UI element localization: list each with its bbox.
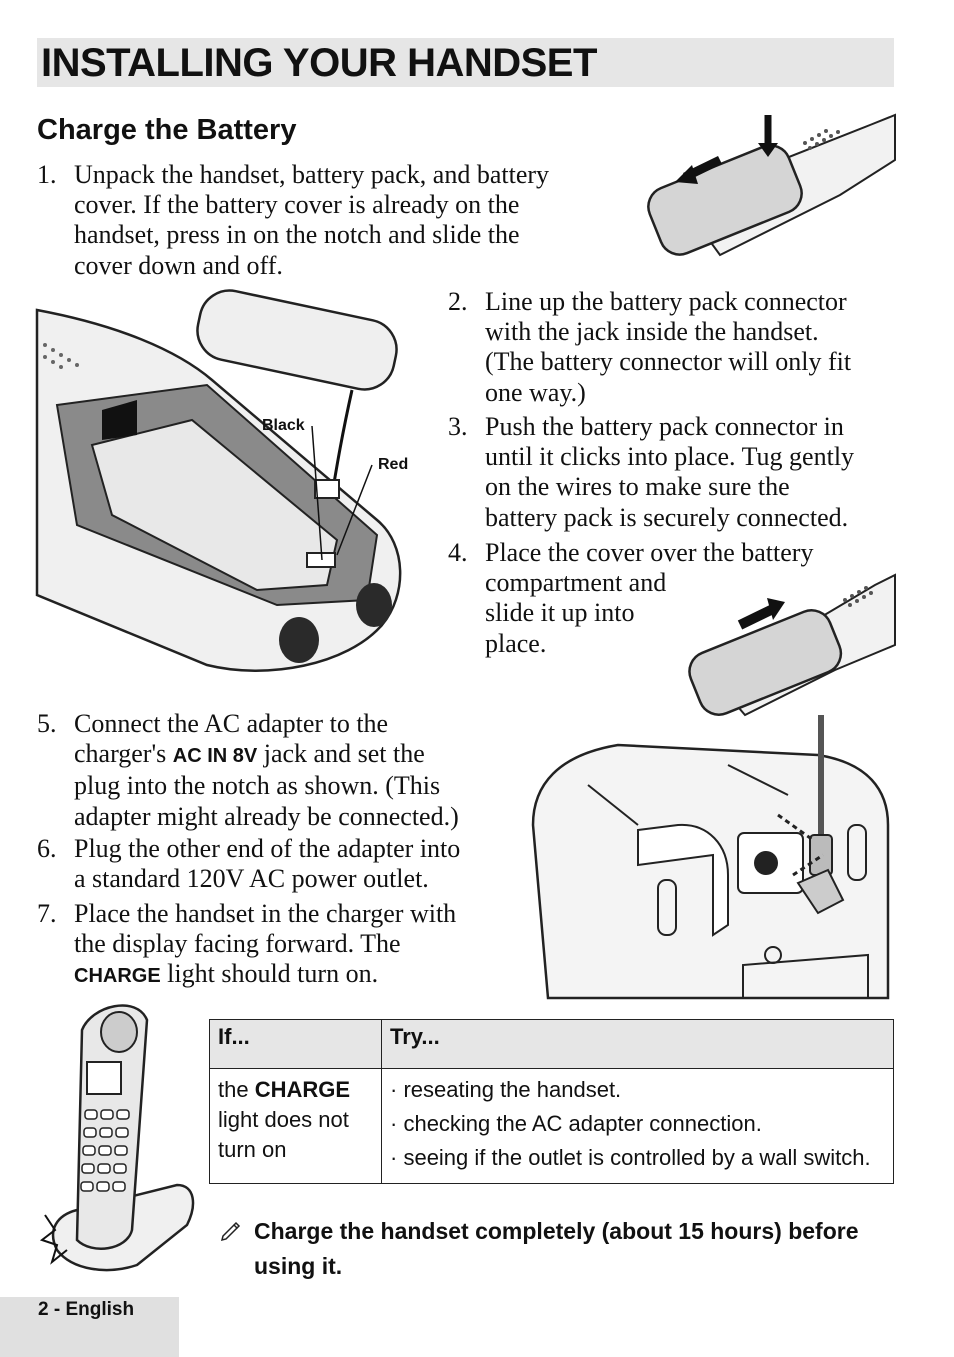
step-line: adapter might already be connected.) — [74, 801, 459, 831]
try-text: reseating the handset. — [403, 1077, 622, 1102]
footer — [0, 1297, 179, 1357]
step-6 — [37, 834, 517, 896]
try-item: · reseating the handset. — [390, 1077, 622, 1102]
try-text: checking the AC adapter connection. — [403, 1111, 762, 1136]
step-number: 1. — [37, 160, 57, 189]
table-row — [210, 1069, 894, 1184]
cover-slide-illustration — [685, 570, 895, 720]
step-number: 4. — [448, 538, 468, 567]
charge-label: CHARGE — [254, 1077, 351, 1102]
handset-cover-illustration — [640, 105, 895, 265]
header-if: If... — [210, 1020, 382, 1069]
section-title: Charge the Battery — [37, 114, 297, 146]
step-7 — [37, 899, 517, 994]
step-line: (The battery connector will only fit — [485, 347, 852, 377]
step-5 — [37, 709, 517, 834]
if-text: the — [218, 1077, 255, 1102]
step-line: Place the cover over the battery — [485, 538, 814, 567]
step-number: 2. — [448, 287, 468, 316]
step-text: charger's — [74, 739, 173, 769]
step-text: jack and set the — [257, 739, 425, 769]
step-line: Unpack the handset, battery pack, and battery — [74, 160, 550, 189]
step-text: light should turn on. — [160, 959, 379, 989]
header-try: Try... — [382, 1020, 894, 1069]
label-black: Black — [262, 417, 305, 434]
step-line: a standard 120V AC power outlet. — [74, 864, 429, 894]
step-line: Push the battery pack connector in — [485, 412, 844, 441]
step-line: one way.) — [485, 377, 586, 407]
charge-label: CHARGE — [74, 965, 161, 988]
step-1 — [37, 160, 637, 285]
step-line: battery pack is securely connected. — [485, 502, 849, 532]
step-line: Connect the AC adapter to the — [74, 709, 389, 738]
if-text: light does not turn on — [218, 1107, 349, 1162]
step-line: cover down and off. — [74, 250, 283, 280]
step-line: the display facing forward. The — [74, 929, 401, 959]
step-line: plug into the notch as shown. (This — [74, 771, 441, 801]
handset-in-charger-illustration — [37, 1000, 197, 1275]
troubleshoot-table — [209, 1019, 894, 1184]
step-line: Line up the battery pack connector — [485, 287, 847, 316]
step-line: until it clicks into place. Tug gently — [485, 442, 855, 472]
try-text: seeing if the outlet is controlled by a wall switch. — [403, 1145, 871, 1170]
step-line: on the wires to make sure the — [485, 472, 790, 502]
try-item: · checking the AC adapter connection. — [390, 1111, 762, 1136]
label-red: Red — [378, 456, 409, 473]
note-text: Charge the handset completely (about 15 hours) before using it. — [254, 1218, 859, 1279]
step-line: place. — [485, 628, 547, 658]
step-number: 6. — [37, 834, 57, 863]
try-item: · seeing if the outlet is controlled by a wall switch. — [390, 1145, 871, 1170]
step-number: 3. — [448, 412, 468, 441]
charger-base-illustration — [528, 715, 894, 998]
step-number: 5. — [37, 709, 57, 738]
step-line: handset, press in on the notch and slide the — [74, 220, 520, 250]
step-line: Place the handset in the charger with — [74, 899, 457, 928]
step-4 — [448, 538, 814, 663]
step-2 — [448, 287, 898, 412]
step-line: with the jack inside the handset. — [485, 317, 819, 347]
page-title: INSTALLING YOUR HANDSET — [41, 41, 597, 85]
pencil-icon — [220, 1216, 242, 1251]
step-line: compartment and — [485, 568, 667, 598]
table-header-row — [210, 1020, 894, 1069]
page-number: 2 - English — [38, 1299, 135, 1320]
battery-compartment-illustration — [37, 295, 407, 680]
step-number: 7. — [37, 899, 57, 928]
step-line: slide it up into — [485, 598, 635, 628]
step-line: Plug the other end of the adapter into — [74, 834, 461, 863]
if-cell — [210, 1069, 382, 1184]
step-3 — [448, 412, 898, 537]
try-cell — [382, 1069, 894, 1184]
step-line: cover. If the battery cover is already on the — [74, 190, 520, 220]
jack-label: AC IN 8V — [172, 745, 258, 768]
